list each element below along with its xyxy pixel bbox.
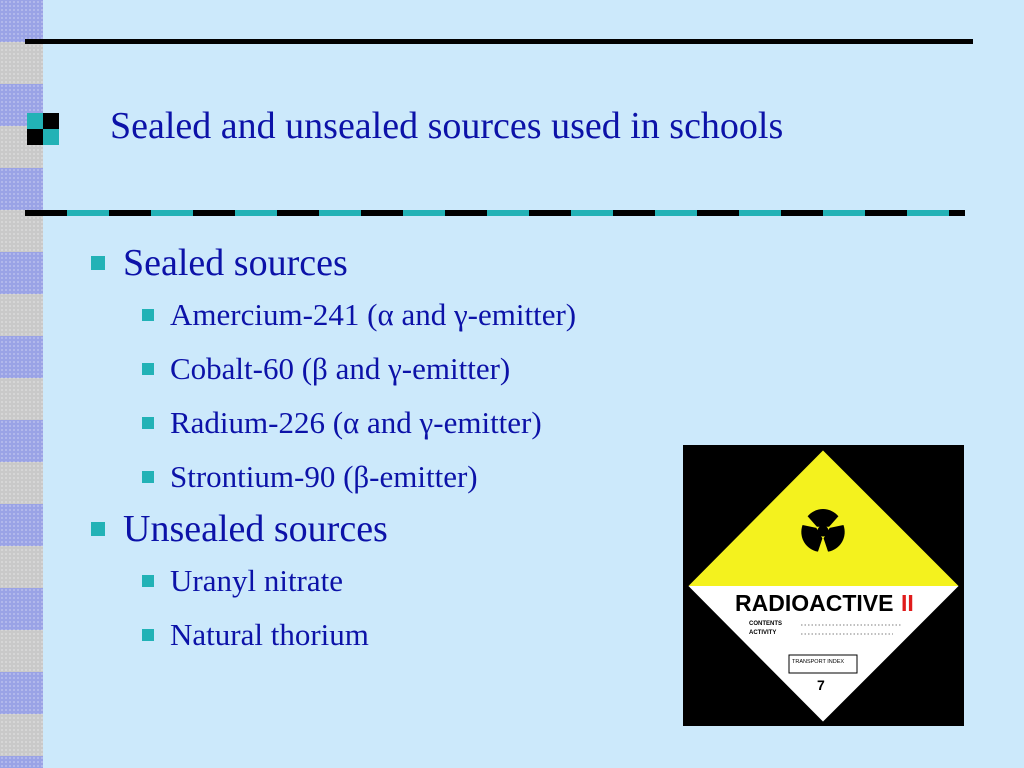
list-item-text: Uranyl nitrate	[170, 563, 344, 598]
section-label: Unsealed sources	[123, 508, 388, 550]
bullet-square-icon	[142, 417, 154, 429]
bullet-square-icon	[91, 522, 105, 536]
list-item-text: Cobalt-60 (β and γ-emitter)	[170, 351, 511, 386]
list-item-text: Strontium-90 (β-emitter)	[170, 459, 478, 494]
list-item	[142, 342, 688, 396]
list-item	[142, 288, 688, 342]
slide-title: Sealed and unsealed sources used in schools	[110, 105, 784, 147]
bullet-unsealed-sources	[88, 504, 688, 554]
list-item	[142, 396, 688, 450]
bullet-square-icon	[91, 256, 105, 270]
bullet-square-icon	[142, 309, 154, 321]
sign-label: RADIOACTIVE	[735, 590, 894, 616]
list-item-text: Amercium-241 (α and γ-emitter)	[170, 297, 577, 332]
class-number: 7	[817, 677, 825, 693]
activity-label: ACTIVITY	[749, 630, 777, 636]
top-rule	[25, 39, 973, 44]
radioactive-sign	[683, 445, 964, 726]
list-item-text: Radium-226 (α and γ-emitter)	[170, 405, 542, 440]
bullet-square-icon	[142, 363, 154, 375]
bullet-sealed-sources	[88, 238, 688, 288]
list-item-text: Natural thorium	[170, 617, 369, 652]
bullet-square-icon	[142, 471, 154, 483]
bullet-list	[88, 238, 688, 662]
list-item	[142, 608, 688, 662]
dashed-divider	[25, 210, 965, 216]
contents-label: CONTENTS	[749, 621, 782, 627]
sign-class-label: II	[901, 590, 914, 616]
radioactive-sign-image	[683, 445, 964, 726]
section-label: Sealed sources	[123, 242, 348, 284]
title-square-icon	[27, 113, 59, 145]
list-item	[142, 450, 688, 504]
bullet-square-icon	[142, 629, 154, 641]
transport-index-label: TRANSPORT INDEX	[792, 659, 845, 665]
list-item	[142, 554, 688, 608]
bullet-square-icon	[142, 575, 154, 587]
